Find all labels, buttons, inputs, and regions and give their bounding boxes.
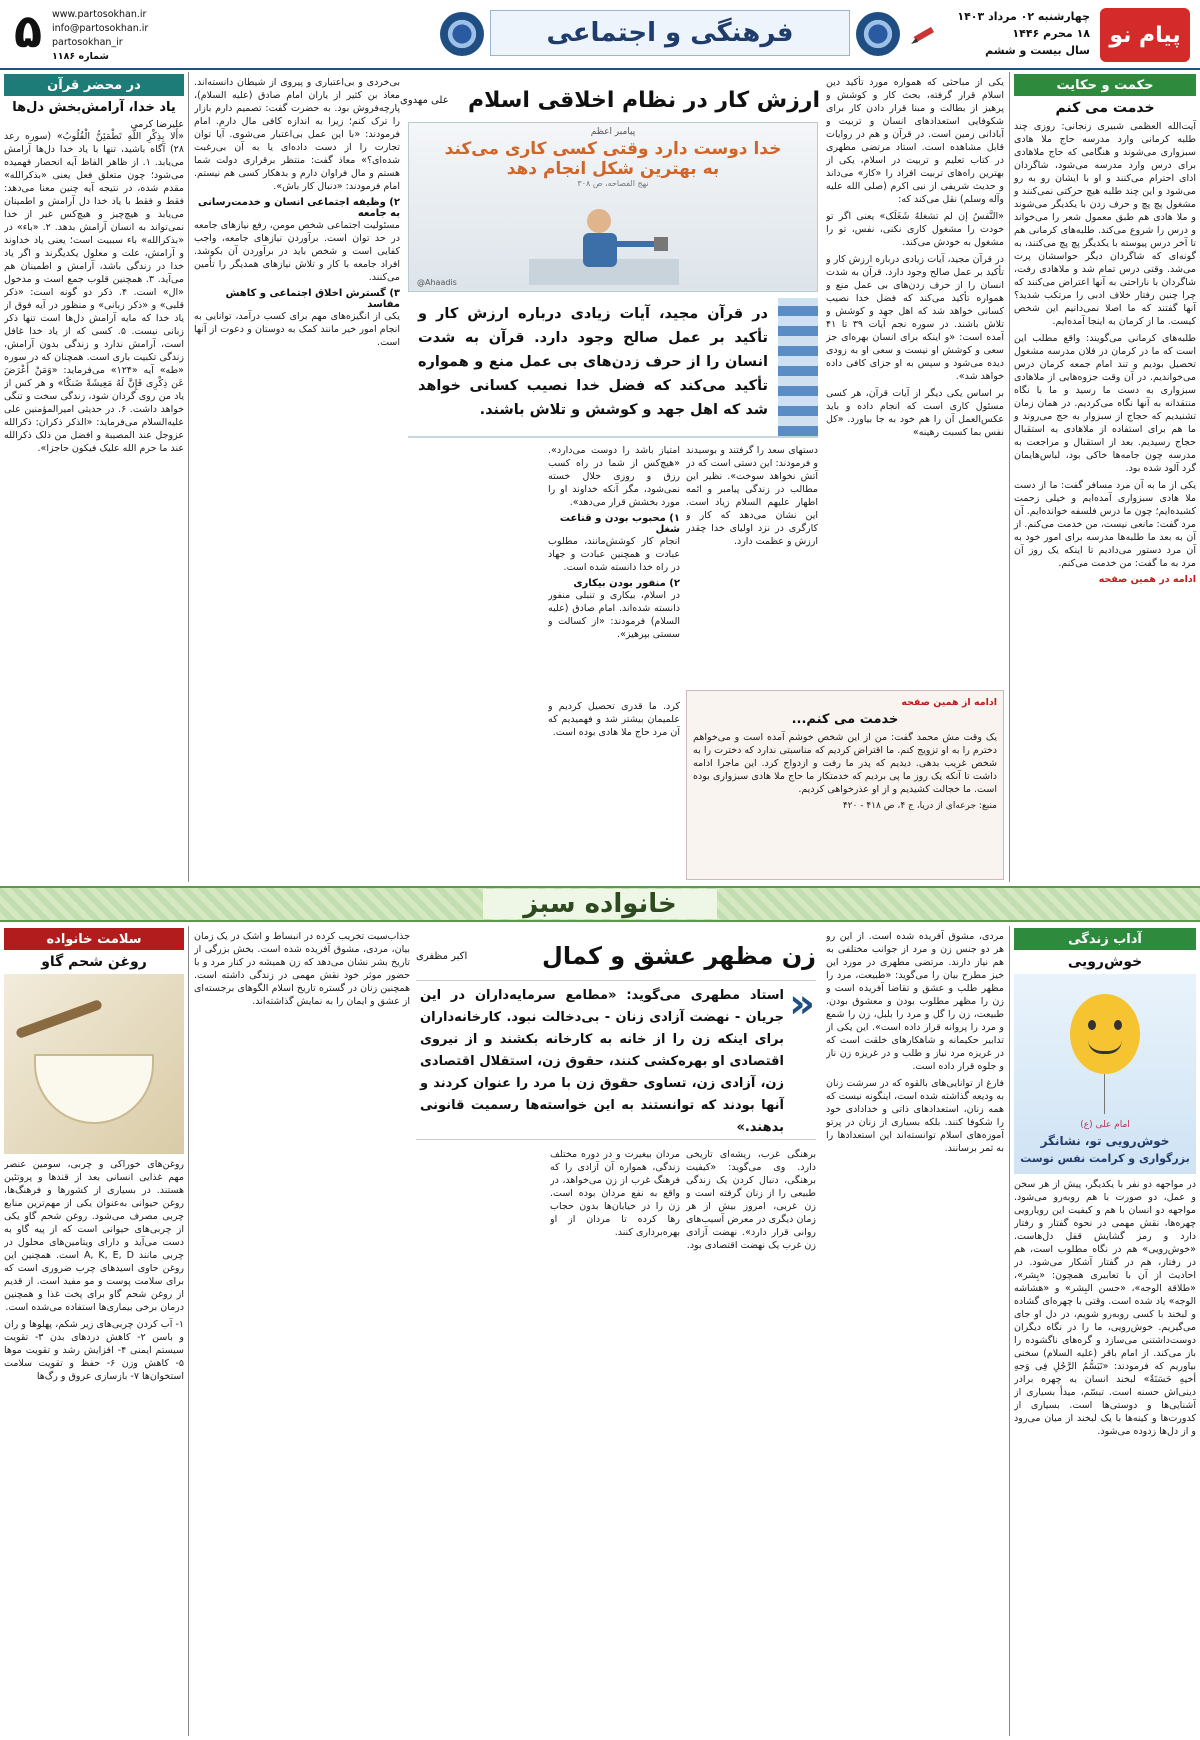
right-column: [1014, 74, 1196, 880]
pull-quote: در قرآن مجید، آیات زیادی درباره ارزش کار و تأکید بر عمل صالح وجود دارد. قرآن به شدت انسان را از حرف زدن‌های بی عمل منع و همواره تأکید می‌کند که فضل خدا نصیب کسانی خواهد شد که اهل جهد و کوشش و تلاش باشند.: [418, 306, 768, 418]
bottom-main-col-a-text: جذاب‌سیت تخریب کرده در انبساط و اشک در یک زمان بیان، مردی، مشوق آفریده شده است. بخش بزرگی از تاریخ بشر نشان می‌دهد که زن همیشه در کنار مرد و با حضور موثر خود نقش مهمی در زندگی داشته است. همچنین زنان در گستره تاریخ اسلام الگوهای برجسته‌ای از عشق و ایمان را به نمایش گذاشته‌اند.: [194, 931, 410, 1007]
main-col-d-text: کرد. ما قدری تحصیل کردیم و علمیمان بیشتر شد و فهمیدیم که آن مرد حاج ملا هادی بوده است.: [548, 701, 680, 738]
main-headline-block: [400, 80, 820, 120]
main-col-c: [686, 444, 818, 694]
article-text-3: در قرآن مجید، آیات زیادی درباره ارزش کار و تأکید بر عمل صالح وجود دارد. قرآن به شدت انسان را از حرف زدن‌های بی عمل منع و همواره تأکید می‌کند که فضل خدا نصیب کسانی خواهد شد که اهل جهد و کوشش و تلاش باشند. در سوره نجم آیات ۳۹ تا ۴۱ آمده است: «و اینکه برای انسان بهره‌ای جز سعی و کوشش او نیست و سعی او به زودی دیده می‌شود و سپس به او جزای کافی داده خواهد شد».: [826, 254, 1004, 382]
subhead-b1: ۱) محبوب بودن و قناعت شغل: [559, 513, 680, 535]
quote-banner: [408, 122, 818, 292]
health-title: روغن شحم گاو: [41, 954, 147, 970]
box-title: خدمت می کنم...: [791, 712, 899, 727]
family-band: [0, 886, 1200, 922]
tallow-photo: [4, 974, 184, 1154]
subhead-b2: ۲) منفور بودن بیکاری: [573, 578, 680, 589]
etiquette-title: خوش‌رویی: [1067, 954, 1143, 970]
bottom-col-2-text: مردی، مشوق آفریده شده است. از این رو هر دو جنس زن و مرد از جوانب مختلفی به هم نیاز دارند. مرتضی مطهری در مورد این خیز مطرح بیان را می‌گوید: «طبیعت، مرد را مظهر طلب و عشق و تقاضا آفریده است و زن را مظهر مطلوب بودن و معشوق بودن. طبیعت، زن را گل و مرد را بلبل، زن را شمع و مرد را پروانه قرار داده است». این یکی از تدابیر حکیمانه و شاهکارهای خلقت است که در غریزه مرد نیاز و طلب و در غریزه زن ناز و جلوه قرار داده است.: [826, 931, 1004, 1072]
main-col-b-text: امتیاز باشد را دوست می‌دارد». «هیچ‌کس از شما در راه کسب رزق و روزی حلال خسته نمی‌شود، مگر آنکه خداوند او را مورد بخشش قرار می‌دهد».: [548, 445, 680, 508]
health-column: [4, 928, 184, 1736]
section-header-health: سلامت خانواده: [4, 928, 184, 950]
bowl-icon: [34, 1054, 154, 1124]
story-title: خدمت می کنم: [1055, 100, 1155, 116]
bottom-main-col-c: [686, 1148, 816, 1736]
section-header-etiquette: آداب زندگی: [1014, 928, 1196, 950]
balloon-illustration: [1014, 974, 1196, 1174]
pull-quote-block: [408, 298, 818, 438]
section-title: فرهنگی و اجتماعی: [490, 10, 850, 56]
email-link[interactable]: info@partosokhan.ir: [52, 23, 149, 34]
main-col-a: [194, 76, 400, 876]
ornament-right: [856, 12, 900, 56]
bottom-headline: زن مظهر عشق و کمال: [542, 942, 816, 970]
section-header-quran: در محضر قرآن: [4, 74, 184, 96]
main-col-b3-text: در اسلام، بیکاری و تنبلی منفور دانسته شده‌اند. امام صادق (علیه السلام) فرمودند: «از کسالت و سستی بپرهیز».: [548, 590, 680, 640]
smiley-balloon-icon: [1070, 994, 1140, 1074]
bottom-col-2-text-2: فارغ از توانایی‌های بالقوه که در سرشت زنان به ودیعه گذاشته شده است، اینگونه نیست که همه زنان، استعدادهای ذاتی و خدادادی خود را شکوفا کنند. بلکه بسیاری از زنان در پرتو آموزه‌های اسلام توانسته‌اند این استعدادها را به ثمر برسانند.: [826, 1078, 1004, 1154]
etiquette-body: در مواجهه دو نفر با یکدیگر، پیش از هر سخن و عمل، دو صورت با هم روبه‌رو می‌شود. مواجهه دو انسان با هم و کیفیت این رویارویی چهره‌ها، نقش مهمی در نحوه گفتار و رفتار دارد و رمز گشایش قفل دل‌هاست. «خوش‌رویی» هم در نگاه مطلوب است، هم در رفتار، هم در گفتار آشکار می‌شود. در احادیث از آن با تعابیری همچون: «بِشر»، «طلاقة الوجه»، «حسن البِشر» و «هشاشه الوجه» یاد شده است. وقتی با چهره‌ای گشاده و لبخند با کسی روبه‌رو شویم، در دل او جای می‌گیریم. خوش‌رویی، ما را در نگاه دیگران دوست‌داشتنی می‌سازد و گره‌های ناگشوده را باز می‌کند. از امام باقر (علیه السلام) سخنی بیاوریم که فرمودند: «تَبَسُّمُ الرَّجُلِ فِی وَجهِ أخیهِ حَسَنَةٌ» لبخند انسان به چهره برادر دینی‌اش حسنه است. تبسّم، میدأ بسیاری از آشنایی‌ها و دوستی‌ها است. بسیاری از کدورت‌ها و کینه‌ها با یک لبخند از میان می‌رود و از دل‌ها زدوده می‌شود.: [1014, 1179, 1196, 1437]
story-box: [686, 690, 1004, 880]
banner-ref: نهج الفصاحه، ص ۳۰۸: [577, 179, 649, 188]
main-author: علی مهدوی: [400, 94, 449, 106]
main-col-a-text: بی‌خردی و بی‌اعتباری و پیروی از شیطان دانسته‌اند. معاذ بن کثیر از یاران امام صادق (علیه السلام)، پارچه‌فروش بود. به حضرت گفت: تصمیم دارم بازار را ترک کنم؛ زیرا به اندازه کافی مال دارم. امام فرمودند: «با این عمل بی‌اعتبار می‌شوی. آیا توان تجارت را از دست داده‌ای یا به آن بی‌رغبت شده‌ای؟» معاذ گفت: منتظر برقراری دولت شما هستم و مال فراوان دارم و بدهکار کسی هم نیستم. امام فرمودند: «دنبال کار باش».: [194, 77, 400, 192]
banner-line-1: خدا دوست دارد وقتی کسی کاری می‌کند: [444, 139, 782, 159]
balloon-caption-2: بزرگواری و کرامت نفس توست: [1020, 1152, 1190, 1165]
website-link[interactable]: www.partosokhan.ir: [52, 9, 147, 20]
subhead-3: ۳) گسترش اخلاق اجتماعی و کاهش مفاسد: [225, 288, 400, 310]
bottom-main-col-b: [550, 1148, 680, 1736]
quote-mark-icon: «: [789, 981, 815, 1027]
band-title: خانواده سبز: [483, 889, 717, 919]
page-number: ۵: [13, 4, 43, 58]
issue-number: شماره ۱۱۸۶: [52, 51, 109, 62]
masthead: [0, 0, 1200, 70]
worker-illustration: [519, 199, 689, 285]
main-col-c-text: دستهای سعد را گرفتند و بوسیدند و فرمودند: این دستی است که در آتش نخواهد سوخت». نظیر این مطالب در زندگی پیامبر و ائمه اطهار علیهم السلام زیاد است. این نشان می‌دهد که کار و کارگری در نزد اولیای خدا چقدر ارزش و عظمت دارد.: [686, 445, 818, 547]
main-col-a2-text: مسئولیت اجتماعی شخص مومن، رفع نیازهای جامعه در حد توان است. برآوردن نیازهای جامعه، واجب کفایی است و شخص باید در برآوردن آن بکوشد. افراد جامعه با کار و تلاش نیازهای همدیگر را تأمین می‌کنند.: [194, 220, 400, 283]
main-headline: ارزش کار در نظام اخلاقی اسلام: [467, 87, 820, 113]
quran-title: یاد خدا، آرامش‌بخش دل‌ها: [12, 100, 176, 115]
bottom-pull-quote: استاد مطهری می‌گوید: «مطامع سرمایه‌داران در این جریان - نهضت آزادی زنان - بی‌دخالت نبود. کارخانه‌داران برای اینکه زن را از خانه به کارخانه بکشند و از نیروی اقتصادی او بهره‌کشی کنند، حقوق زن، استقلال اقتصادی زن، آزادی زن، تساوی حقوق زن با مرد را عنوان کردند و آنها بودند که توانستند به این خواسته‌ها رسمیت قانونی بدهند.»: [420, 988, 784, 1135]
quran-author: علیرضا کرمی: [130, 119, 184, 130]
health-list: ۱- آب کردن چربی‌های زیر شکم، پهلوها و ران و باسن ۲- کاهش دردهای بدن ۳- تقویت سیستم ایمنی ۴- افزایش رشد و تقویت موها ۵- کاهش وزن ۶- حفظ و تقویت سلامت استخوان‌ها ۷- بازسازی عروق و رگ‌ها: [4, 1319, 184, 1382]
main-col-d: [548, 700, 680, 820]
section-header-wisdom: حکمت و حکایت: [1014, 74, 1196, 96]
story-body-2: طلبه‌های کرمانی می‌گویند: واقع مطلب این است که ما در کرمان در فلان مدرسه مشغول تحصیل بودیم و تند امام جمعه کرمان درس می‌خواندیم. در آن وقت جزوه‌هایی از ملاهادی سبزواری به دست ما رسید و ما با نگاه منتقدانه به آنها نگاه می‌کردیم. در همان زمان تشنیدیم که حجاج از سبزوار به حج می‌روند و ما هم برای استفاده از ملاهادی به استقبال حجاج رسیدیم. بعد از استقبال و مراجعت به مدرسه چون جامه‌ها خاکی بود، لباس‌هایمان گرد آلود شده بود.: [1014, 333, 1196, 474]
etiquette-column: [1014, 928, 1196, 1736]
article-text-2: «النَّفسُ إن لم تشغلهُ شَغَلَک» یعنی اگر تو خودت را مشغول کاری نکنی، نفس، تو را مشغول به خودش می‌کند.: [826, 211, 1004, 248]
newspaper-logo: پیام نو: [1100, 8, 1190, 62]
health-body: روغن‌های خوراکی و چربی، سومین عنصر مهم غذایی انسانی بعد از قندها و پروتئین هستند. در بسیاری از کشورها و فرهنگ‌ها، روغن حیوانی به‌عنوان یکی از مهم‌ترین منابع چربی مصرف می‌شود. روغن شحم گاو یکی از چربی‌های حیوانی است که از پیه گاو به دست می‌آید و دارای ویتامین‌های محلول در چربی مانند A, K, E, D است. همچنین این روغن حاوی اسیدهای چرب ضروری است که برای سلامت پوست و مو مفید است. از قدیم از روغن شحم گاو برای پخت غذا و همچنین درمان برخی بیماری‌ها استفاده می‌شده است.: [4, 1159, 184, 1313]
banner-line-2: به بهترین شکل انجام دهد: [506, 159, 720, 179]
spoon-icon: [15, 999, 103, 1039]
article-text-1: یکی از مباحثی که همواره مورد تأکید دین اسلام قرار گرفته، بحث کار و کوشش و پرهیز از بطالت و مبنا قرار دادن کار برای شکوفایی استعدادهای انسان و تربیت و آبادانی زمین است. در قرآن و هم در روایات قابل مشاهده است. استاد مرتضی مطهری در کتاب تعلیم و تربیت در اسلام، یکی از بهترین راه‌های تربیت افراد را «کار» می‌داند و حدیث شریفی از نبی اکرم (صلی الله علیه وآله وسلم) نقل می‌کند که:: [826, 77, 1004, 205]
subhead-2: ۲) وظیفه اجتماعی انسان و خدمت‌رسانی به جامعه: [197, 197, 400, 219]
left-column: [4, 74, 184, 880]
ornament-left: [440, 12, 484, 56]
hijri-text: ۱۸ محرم ۱۴۴۶: [1012, 27, 1090, 40]
date-text: چهارشنبه ۰۲ مرداد ۱۴۰۳: [957, 10, 1090, 23]
story-body-1: آیت‌الله العظمی شبیری زنجانی: روزی چند طلبه کرمانی وارد مدرسه حاج ملا هادی سبزواری می‌شوند و هنگامی که حاج ملاهادی برای درس وارد مدرسه می‌شود، شاگردان ادای احترام می‌کنند و او با ایشان رو به رو می‌شود و این چند طلبه هیچ حرکتی نمی‌کنند و مشغول پچ پچ و حرف زدن با یکدیگر می‌شوند و ملا هادی هم طبق معمول شعر را می‌خواند و درس را شروع می‌کند. طلبه‌های کرمانی هم تا آخر درس پیوسته با یکدیگر پچ پچ می‌کنند، به گونه‌ای که شاگردان دیگر حواسشان پرت می‌شد. وقتی درس تمام شد و ملاهادی رفت، شاگردان با ناراحتی به آنها اعتراض می‌کنند که چرا چنین رفتار خلاف ادبی را مرتکب شدید؟ آنها گفتند که ما اصلا نمی‌دانیم این شخص کیست. ما از کرمان به اینجا آمده‌ایم.: [1014, 121, 1196, 327]
year-text: سال بیست و ششم: [985, 44, 1090, 57]
pull-quote-ornament: [778, 298, 818, 436]
banner-top-label: پیامبر اعظم: [590, 127, 636, 137]
bottom-main-col-c-text: برهنگی غرب، ریشه‌ای تاریخی دارد. وی می‌گوید: «کیفیت برهنگی، دنبال کردن یک زندگی طبیعی را از زنان گرفته است و زن غربی، امروز بیش از هر زمان دیگری در معرض آسیب‌های روانی قرار دارد». نهضت آزادی زن غرب یک نهضت اقتصادی بود.: [686, 1149, 816, 1251]
box-body: یک وقت مش محمد گفت: من از این شخص خوشم آمده است و می‌خواهم دخترم را به او تزویج کنم. ما اقتراض کردیم که مناسبتی ندارد که دخترت را به شخص غریب بدهی. دیدیم که پدر ما رفت و ازدواج کرد. این ماجرا ادامه داشت تا آنکه یک روز ما پی بردیم که خدمتکار ما حاج ملا هادی سبزواری بوده است. ما خجالت کشیدیم و از او عذرخواهی کردیم.: [693, 732, 997, 795]
pen-icon: [908, 20, 938, 50]
box-source: منبع: جرعه‌ای از دریا، ج ۴، ص ۴۱۸ - ۴۲۰: [842, 801, 997, 811]
bottom-main-col-b-text: مردان بیغیرت و در دوره مختلف زندگی، همواره آن آزادی را که فرهنگ غرب از زن می‌خواهد، در واقع به نفع مردان بوده است. زن را در خیابان‌ها بدون حجاب رها کرده تا مردان از او بهره‌برداری کنند.: [550, 1149, 680, 1238]
main-col-b2-text: انجام کار کوشش‌مانند، مطلوب عبادت و همچنین عبادت و جهاد در راه خدا دانسته شده است.: [548, 536, 680, 573]
contact-block: [52, 8, 192, 64]
story-body-3: یکی از ما به آن مرد مسافر گفت: ما از دست ملا هادی سبزواری آمده‌ایم و خیلی زحمت کشیده‌ایم؛ چون ما درس فلسفه خوانده‌ایم. آن مرد گفت: مانعی نیست، من خدمت می‌کنم. از آن به بعد ما طلبه‌ها مدرسه برای امور خود به آن مرد دستور می‌دادیم تا اینکه یک روز آن مرد به ما گفت: من خدمت می‌کنم.: [1014, 480, 1196, 569]
quran-body: «أَلا بِذِکْرِ اللَّهِ تَطْمَئِنُّ الْقُلُوبُ» (سوره رعد ۲۸) آگاه باشید، تنها با یاد خدا دل‌ها آرامش می‌یابد. ۱. از ظاهر الفاظ آیه انحصار فهمیده می‌شود؛ چون متعلق فعل یعنی «بذکرالله» مقدم شده، در نتیجه آیه چنین معنا می‌دهد: فقط و فقط با یاد خدا دل آرامش و اطمینان می‌یابد و هیچ‌چیز و هیچ‌کس غیر از خدا نمی‌تواند به انسان آرامش بدهد. ۲. «باء» در «بذکرالله» باء سببیت است؛ یعنی یاد خداوند و آرامش، علت و معلول یکدیگرند و اگر یاد خدا در زندگی باشد، آرامش و اطمینان هم می‌آید. ۳. همچنین قلوب جمع است و مدخول «ال» است. ۴. ذکر دو گونه است: «ذکر قلبی» و «ذکر زبانی» و منظور در آیه فوق از یاد خدا که مایه آرامش دل‌ها است تنها ذکر زبانی نیست. ۵. کسی که از یاد خدا غافل است، آرامش ندارد و زندگی بدون آرامش، زندگی تکبیت باری است. همچنان که در سوره «طه» آیه «۱۲۴» می‌فرماید: «وَمَنْ أَعْرَضَ عَن ذِکْرِی فَإِنَّ لَهُ مَعِیشَةً ضَنکًا» و هر کس از یاد من روی گردان شود، زندگی سخت و تنگی خواهد داشت. ۶. در حدیثی امیرالمؤمنین علی علیه‌السلام می‌فرماید: «الذکر ذکران: ذکرالله عزوجل عند المصیبة و افضل من ذلک ذکرالله عند ما حرم الله علیک فیکون حاجزا».: [4, 131, 184, 454]
bottom-col-2: [826, 930, 1004, 1730]
continue-note: ادامه در همین صفحه: [1098, 574, 1196, 585]
box-continue-note: ادامه از همین صفحه: [901, 697, 997, 708]
bottom-pull-quote-block: [416, 980, 816, 1140]
bottom-author: اکبر مظفری: [416, 950, 468, 962]
balloon-caption-top: امام علی (ع): [1080, 1120, 1130, 1130]
bottom-headline-block: [416, 936, 816, 976]
article-column-right: [826, 76, 1004, 696]
instagram-link[interactable]: partosokhan_ir: [52, 37, 123, 48]
date-block: [950, 8, 1090, 59]
main-col-a3-text: یکی از انگیزه‌های مهم برای کسب درآمد، توانایی به انجام امور خیر مانند کمک به دوستان و دعوت از آنها است.: [194, 311, 400, 348]
balloon-caption-1: خوش‌رویی تو، نشانگر: [1040, 1134, 1170, 1148]
banner-handle: @Ahaadis: [417, 278, 457, 287]
bottom-main-col-a: [194, 930, 410, 1730]
article-text-4: بر اساس یکی دیگر از آیات قرآن، هر کسی مسئول کاری است که انجام داده و باید عکس‌العمل آن را هم خود به جا بیاورد. «کل نفس بما کسبت رهینه»: [826, 388, 1004, 438]
